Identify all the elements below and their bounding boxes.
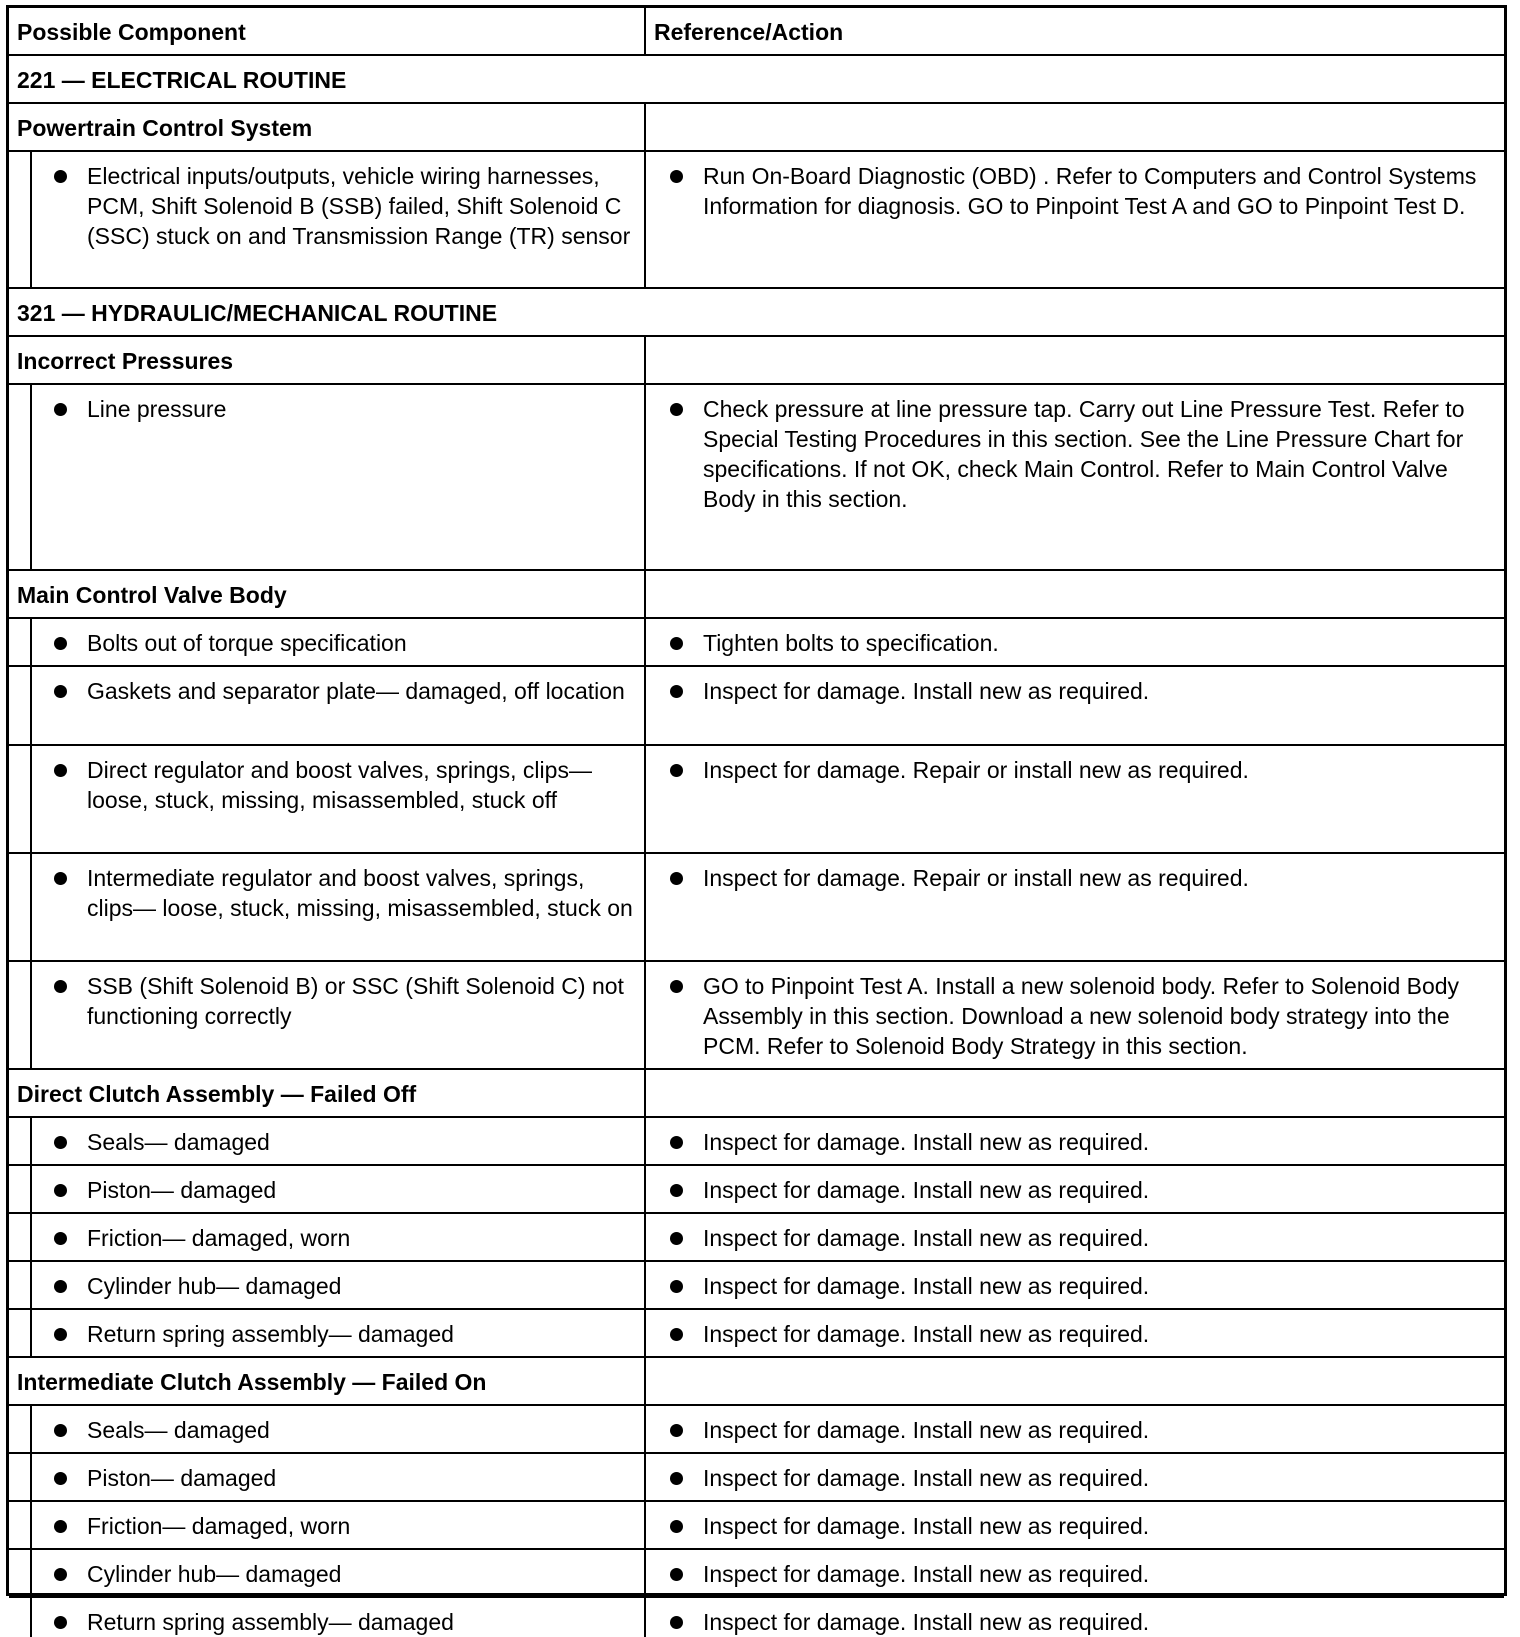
bullet-icon [670, 1520, 683, 1533]
bullet-icon [670, 637, 683, 650]
bullet-icon [670, 1280, 683, 1293]
component-cell: SSB (Shift Solenoid B) or SSC (Shift Solenoid C) not functioning correctly [32, 962, 646, 1070]
group-action-empty [646, 1070, 1504, 1118]
bullet-icon [54, 637, 67, 650]
column-header-component: Possible Component [9, 8, 646, 56]
routine-title: 321 — HYDRAULIC/MECHANICAL ROUTINE [9, 289, 1504, 337]
component-cell: Seals— damaged [32, 1118, 646, 1166]
component-cell: Intermediate regulator and boost valves, springs, clips— loose, stuck, missing, misassembled, stuck on [32, 854, 646, 962]
row-gutter [9, 962, 32, 1070]
component-cell: Bolts out of torque specification [32, 619, 646, 667]
group-title: Intermediate Clutch Assembly — Failed On [9, 1358, 646, 1406]
row-gutter [9, 746, 32, 854]
bullet-icon [54, 764, 67, 777]
bullet-icon [54, 1136, 67, 1149]
bullet-icon [54, 1280, 67, 1293]
component-cell: Friction— damaged, worn [32, 1214, 646, 1262]
action-cell: Inspect for damage. Repair or install new as required. [646, 746, 1504, 854]
bullet-icon [670, 170, 683, 183]
bullet-icon [54, 1472, 67, 1485]
row-gutter [9, 619, 32, 667]
group-action-empty [646, 571, 1504, 619]
group-title: Incorrect Pressures [9, 337, 646, 385]
bullet-icon [54, 1424, 67, 1437]
group-title: Direct Clutch Assembly — Failed Off [9, 1070, 646, 1118]
component-cell: Electrical inputs/outputs, vehicle wiring harnesses, PCM, Shift Solenoid B (SSB) failed, Shift Solenoid C (SSC) stuck on and Transmission Range (TR) sensor [32, 152, 646, 289]
group-action-empty [646, 104, 1504, 152]
component-cell: Seals— damaged [32, 1406, 646, 1454]
bullet-icon [670, 1328, 683, 1341]
bullet-icon [54, 1328, 67, 1341]
component-cell: Piston— damaged [32, 1166, 646, 1214]
routine-title: 221 — ELECTRICAL ROUTINE [9, 56, 1504, 104]
row-gutter [9, 1550, 32, 1598]
action-cell: Tighten bolts to specification. [646, 619, 1504, 667]
column-header-action: Reference/Action [646, 8, 1504, 56]
action-cell: Inspect for damage. Install new as required. [646, 667, 1504, 746]
bullet-icon [670, 1472, 683, 1485]
bullet-icon [670, 1184, 683, 1197]
bullet-icon [670, 764, 683, 777]
row-gutter [9, 1118, 32, 1166]
component-cell: Line pressure [32, 385, 646, 571]
row-gutter [9, 1406, 32, 1454]
bullet-icon [54, 980, 67, 993]
bullet-icon [670, 1568, 683, 1581]
action-cell: Inspect for damage. Install new as required. [646, 1502, 1504, 1550]
action-cell: Inspect for damage. Install new as required. [646, 1118, 1504, 1166]
component-cell: Gaskets and separator plate— damaged, off location [32, 667, 646, 746]
bullet-icon [54, 1616, 67, 1629]
component-cell: Direct regulator and boost valves, springs, clips— loose, stuck, missing, misassembled, stuck off [32, 746, 646, 854]
action-cell: Run On-Board Diagnostic (OBD) . Refer to Computers and Control Systems Information for diagnosis. GO to Pinpoint Test A and GO to Pinpoint Test D. [646, 152, 1504, 289]
bullet-icon [54, 170, 67, 183]
bullet-icon [670, 1232, 683, 1245]
component-cell: Return spring assembly— damaged [32, 1598, 646, 1637]
bullet-icon [670, 980, 683, 993]
bullet-icon [54, 1232, 67, 1245]
bullet-icon [670, 1136, 683, 1149]
bullet-icon [670, 1616, 683, 1629]
bullet-icon [54, 1184, 67, 1197]
action-cell: Inspect for damage. Repair or install new as required. [646, 854, 1504, 962]
group-title: Powertrain Control System [9, 104, 646, 152]
row-gutter [9, 854, 32, 962]
row-gutter [9, 1454, 32, 1502]
group-action-empty [646, 1358, 1504, 1406]
row-gutter [9, 1262, 32, 1310]
action-cell: Check pressure at line pressure tap. Carry out Line Pressure Test. Refer to Special Testing Procedures in this section. See the Line Pressure Chart for specifications. If not OK, check Main Control. Refer to Main Control Valve Body in this section. [646, 385, 1504, 571]
row-gutter [9, 1310, 32, 1358]
component-cell: Cylinder hub— damaged [32, 1262, 646, 1310]
bullet-icon [54, 685, 67, 698]
action-cell: Inspect for damage. Install new as required. [646, 1166, 1504, 1214]
bullet-icon [670, 1424, 683, 1437]
bullet-icon [54, 403, 67, 416]
action-cell: GO to Pinpoint Test A. Install a new solenoid body. Refer to Solenoid Body Assembly in this section. Download a new solenoid body strategy into the PCM. Refer to Solenoid Body Strategy in this section. [646, 962, 1504, 1070]
bullet-icon [54, 1568, 67, 1581]
group-title: Main Control Valve Body [9, 571, 646, 619]
row-gutter [9, 1598, 32, 1637]
action-cell: Inspect for damage. Install new as required. [646, 1550, 1504, 1598]
action-cell: Inspect for damage. Install new as required. [646, 1262, 1504, 1310]
row-gutter [9, 1166, 32, 1214]
row-gutter [9, 385, 32, 571]
component-cell: Cylinder hub— damaged [32, 1550, 646, 1598]
action-cell: Inspect for damage. Install new as required. [646, 1214, 1504, 1262]
action-cell: Inspect for damage. Install new as required. [646, 1598, 1504, 1637]
action-cell: Inspect for damage. Install new as required. [646, 1454, 1504, 1502]
diagnostic-table [6, 5, 1507, 1635]
row-gutter [9, 667, 32, 746]
component-cell: Piston— damaged [32, 1454, 646, 1502]
row-gutter [9, 152, 32, 289]
action-cell: Inspect for damage. Install new as required. [646, 1406, 1504, 1454]
row-gutter [9, 1214, 32, 1262]
bullet-icon [670, 685, 683, 698]
component-cell: Return spring assembly— damaged [32, 1310, 646, 1358]
component-cell: Friction— damaged, worn [32, 1502, 646, 1550]
row-gutter [9, 1502, 32, 1550]
bullet-icon [670, 872, 683, 885]
bullet-icon [54, 1520, 67, 1533]
bullet-icon [54, 872, 67, 885]
bullet-icon [670, 403, 683, 416]
group-action-empty [646, 337, 1504, 385]
action-cell: Inspect for damage. Install new as required. [646, 1310, 1504, 1358]
